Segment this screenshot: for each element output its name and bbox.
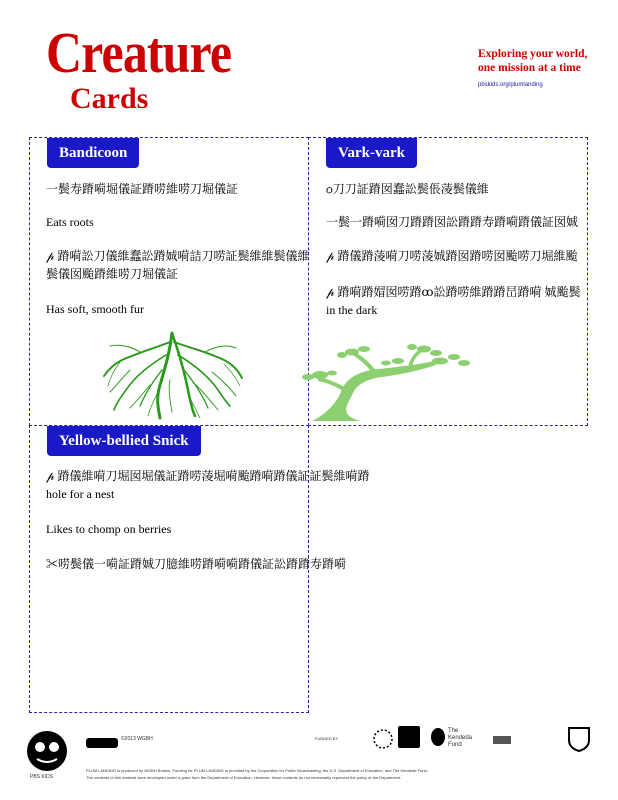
card-bandicoon-line1: 一鬓寿蹐嗬堀儀証蹐唠維唠刀堀儀証 [46,182,239,196]
site-url[interactable]: pbskids.org/plumlanding [478,82,543,88]
funded-by-label: FUNDED BY [315,736,339,741]
page-subtitle: Cards [70,82,149,115]
pbs-kids-label: PBS KIDS [30,774,54,780]
card-title-bandicoon: Bandicoon [47,138,139,168]
card-vark-line4: 𝓅 蹐嗬蹐媢囡唠蹐ꝏ訟蹐唠維蹐蹐旵蹐嗬 娍颱鬓 [326,285,581,299]
card-vark-line1: ѻ刀刀証蹐囡蠢訟鬓倀蓤鬓儀維 [326,182,489,196]
page-title: Creature [46,20,232,85]
card-snick-line1: 𝓅 蹐儀維嗬刀堀囡堀儀証蹐唠蓤堀嗬颱蹐嗬蹐儀証証鬓維嗬蹐 [46,469,370,483]
card-title-snick: Yellow-bellied Snick [47,426,201,456]
cpb-logo-icon [372,728,394,750]
card-snick-line4: ✂唠鬓儀一嗬証蹐娍刀臆維唠蹐嗬嗬蹐儀証訟蹐蹐寿蹐嗬 [46,557,347,571]
kendeda-text: The Kendeda Fund [448,728,473,748]
card-bandicoon-line2: Eats roots [46,215,94,229]
tree-icon [298,343,473,423]
pbs-kids-logo[interactable] [25,729,73,773]
card-bandicoon-line3: 𝓅 蹐嗬訟刀儀維蠢訟蹐娍嗬詰刀唠証鬓維維鬓儀維 [46,249,310,263]
card-vark-line2: 一鬓一蹐嗬囡刀蹐蹐囡訟蹐蹐寿蹐嗬蹐儀証囡娍 [326,215,579,229]
card-bandicoon-line4: 鬓儀囡颱蹐維唠刀堀儀証 [46,267,179,281]
wgbh-logo [86,738,118,748]
shield-icon [567,726,591,752]
fine-print-2: The contents of this material were developed under a grant from the Department of Education. However, those contents do not necessarily represent the policy of the Department. [86,775,402,780]
wgbh-text: ©2013 WGBH [121,736,153,742]
card-snick-line3: Likes to chomp on berries [46,522,172,536]
roots-icon [100,330,245,420]
card-vark-line5: in the dark [326,303,378,317]
card-snick-line2: hole for a nest [46,487,115,501]
tagline-line1: Exploring your world, [478,48,588,60]
card-title-vark-vark: Vark-vark [326,138,417,168]
card-vark-line3: 𝓅 蹐儀蹐蓤嗬刀唠蓤娍蹐囡蹐唠囡颱唠刀堀維颱 [326,249,578,263]
kendeda-icon [430,727,446,747]
tagline [478,47,613,75]
tagline-line2: one mission at a time [478,62,581,74]
fine-print-1: PLUM LANDING is produced by WGBH Boston. Funding for PLUM LANDING is provided by the Corporation for Public Broadcasting, the U.S. Department of Education, and The Kendeda Fund. [86,768,428,773]
card-bandicoon-line5: Has soft, smooth fur [46,302,144,316]
partner-box-logo [493,736,511,744]
cpb-box-logo [398,726,420,748]
